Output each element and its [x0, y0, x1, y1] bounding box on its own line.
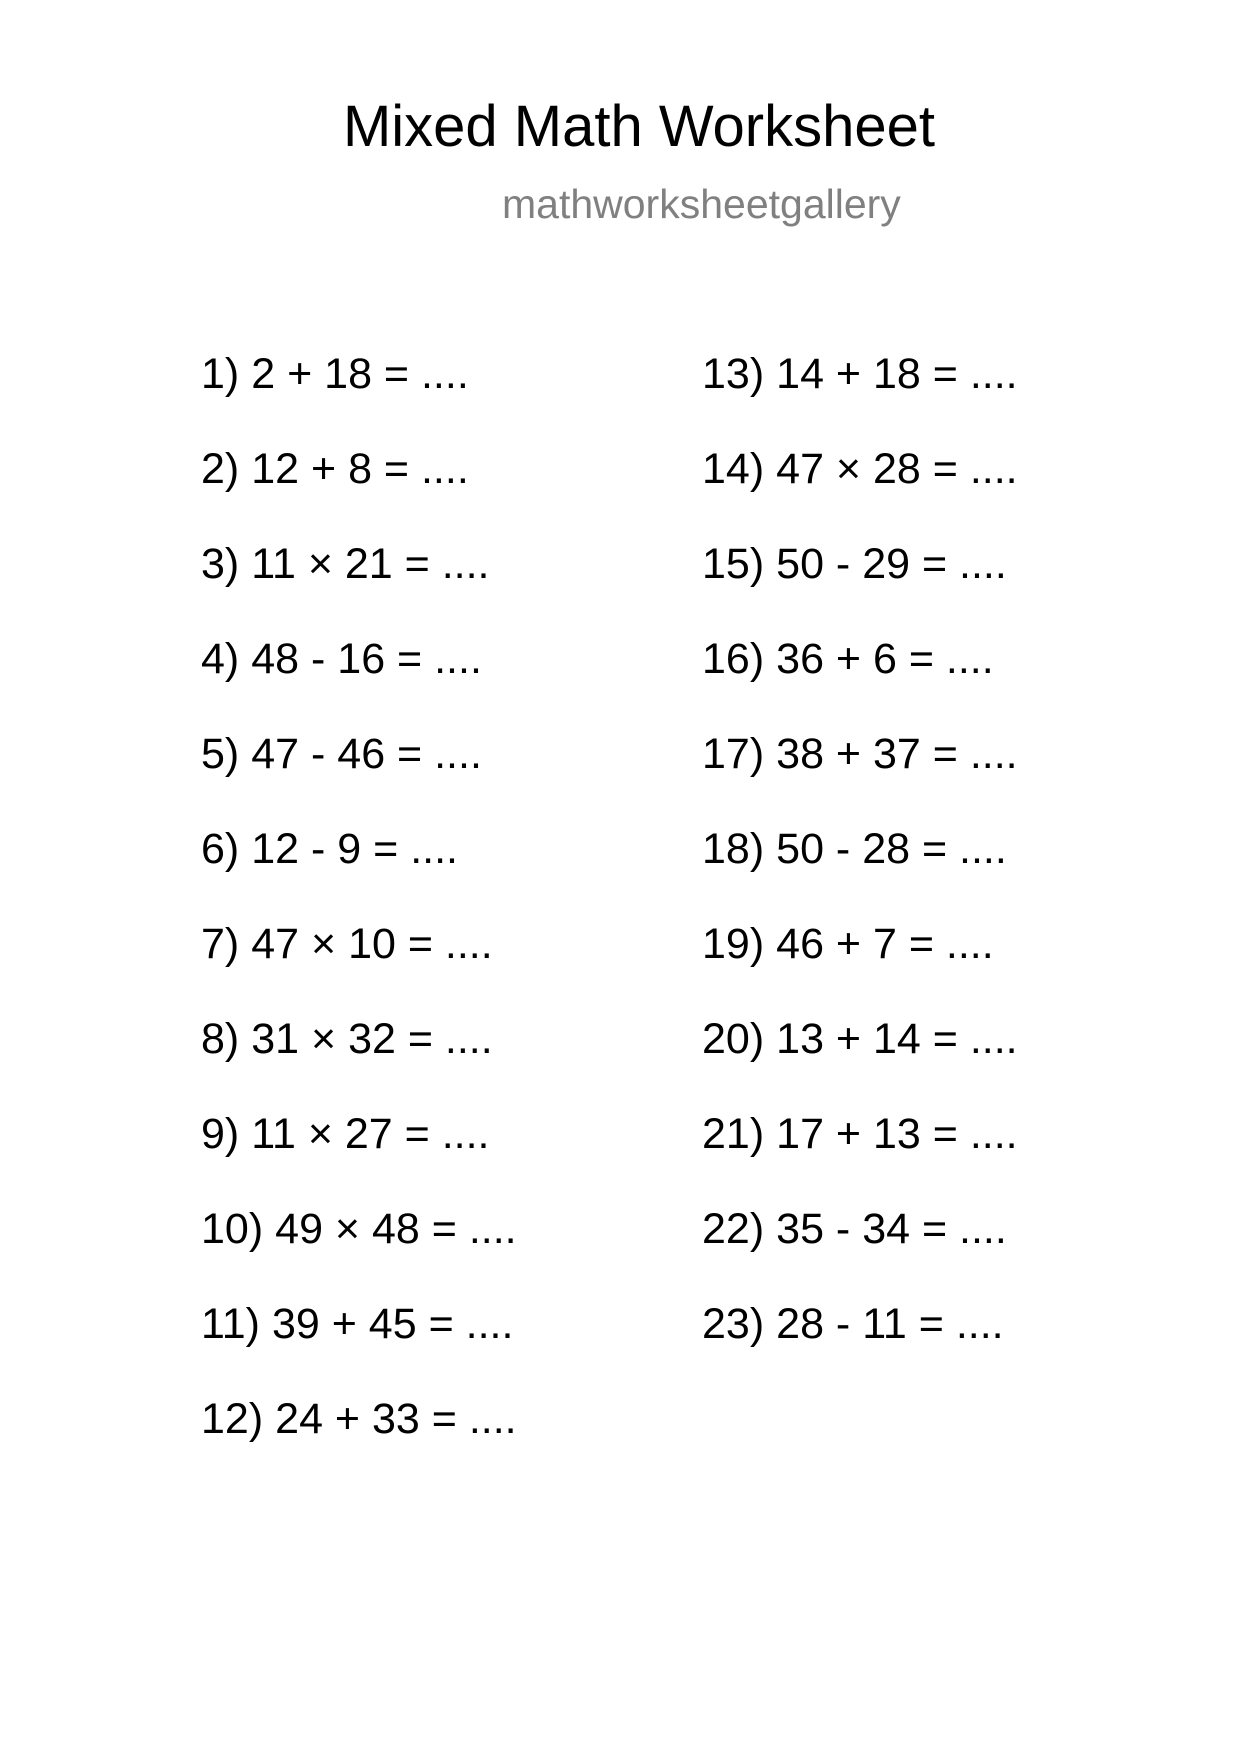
problem-expression: 13 + 14 = .... [776, 1015, 1018, 1063]
problem-number: 22) [702, 1205, 765, 1253]
problem-item [201, 1110, 517, 1208]
problem-expression: 39 + 45 = .... [271, 1300, 514, 1348]
problem-item [702, 540, 1018, 638]
problem-number: 10) [201, 1205, 264, 1253]
problem-item [702, 730, 1018, 828]
problem-expression: 47 × 28 = .... [776, 445, 1018, 493]
problem-number: 6) [201, 825, 240, 873]
problem-expression: 38 + 37 = .... [776, 730, 1018, 778]
problem-expression: 24 + 33 = .... [275, 1395, 517, 1443]
problem-item [201, 1015, 517, 1113]
problem-item [201, 1205, 517, 1303]
problem-number: 15) [702, 540, 765, 588]
problem-number: 13) [702, 350, 765, 398]
problem-number: 18) [702, 825, 765, 873]
problem-expression: 48 - 16 = .... [251, 635, 482, 683]
problem-number: 12) [201, 1395, 264, 1443]
problem-item [201, 445, 517, 543]
problem-item [702, 350, 1018, 448]
problem-item [201, 540, 517, 638]
problem-number: 8) [201, 1015, 240, 1063]
problem-item [201, 920, 517, 1018]
problem-number: 1) [201, 350, 240, 398]
problem-expression: 12 - 9 = .... [251, 825, 458, 873]
problem-expression: 49 × 48 = .... [275, 1205, 517, 1253]
problem-number: 23) [702, 1300, 765, 1348]
problem-item [201, 350, 517, 448]
worksheet-title: Mixed Math Worksheet [342, 94, 936, 159]
problem-expression: 31 × 32 = .... [251, 1015, 493, 1063]
problem-expression: 12 + 8 = .... [251, 445, 469, 493]
problem-item [201, 730, 517, 828]
problem-number: 17) [702, 730, 765, 778]
problem-item [201, 635, 517, 733]
problem-item [702, 635, 1018, 733]
problem-item [702, 445, 1018, 543]
problem-expression: 11 × 27 = .... [251, 1110, 490, 1158]
problem-item [702, 920, 1018, 1018]
problem-expression: 14 + 18 = .... [776, 350, 1018, 398]
problem-expression: 2 + 18 = .... [251, 350, 469, 398]
problem-expression: 35 - 34 = .... [776, 1205, 1007, 1253]
problem-number: 5) [201, 730, 240, 778]
problem-item [702, 1205, 1018, 1303]
problem-number: 14) [702, 445, 765, 493]
problem-number: 3) [201, 540, 240, 588]
problem-expression: 11 × 21 = .... [251, 540, 490, 588]
problem-expression: 28 - 11 = .... [776, 1300, 1004, 1348]
problem-expression: 17 + 13 = .... [776, 1110, 1018, 1158]
problem-number: 11) [201, 1300, 260, 1348]
problem-expression: 46 + 7 = .... [776, 920, 994, 968]
problem-number: 21) [702, 1110, 765, 1158]
problem-item [201, 825, 517, 923]
problem-item [201, 1395, 517, 1493]
problem-number: 2) [201, 445, 240, 493]
problem-item [702, 1300, 1018, 1398]
problem-number: 16) [702, 635, 765, 683]
problem-item [702, 1110, 1018, 1208]
problem-column-right [702, 350, 1018, 1398]
problem-number: 9) [201, 1110, 240, 1158]
problem-number: 4) [201, 635, 240, 683]
worksheet-source: mathworksheetgallery [502, 181, 901, 227]
problem-number: 19) [702, 920, 765, 968]
problem-expression: 50 - 28 = .... [776, 825, 1007, 873]
problem-expression: 47 - 46 = .... [251, 730, 482, 778]
problem-item [201, 1300, 517, 1398]
problem-column-left [201, 350, 517, 1493]
problem-item [702, 1015, 1018, 1113]
problem-expression: 47 × 10 = .... [251, 920, 493, 968]
problem-item [702, 825, 1018, 923]
problem-expression: 36 + 6 = .... [776, 635, 994, 683]
problem-number: 20) [702, 1015, 765, 1063]
problem-expression: 50 - 29 = .... [776, 540, 1007, 588]
problem-number: 7) [201, 920, 240, 968]
